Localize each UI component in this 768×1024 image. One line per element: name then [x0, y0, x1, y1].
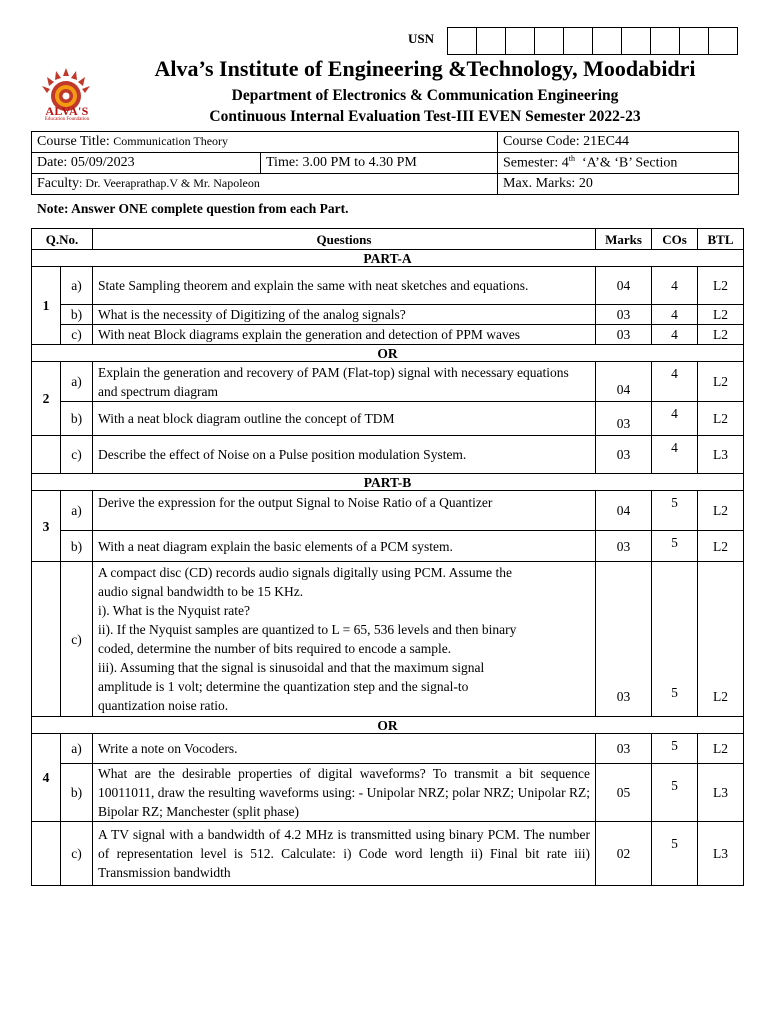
usn-box[interactable]	[709, 28, 737, 54]
q2a-label: a)	[61, 362, 93, 402]
q2a-btl: L2	[698, 362, 744, 402]
q3b-label: b)	[61, 531, 93, 562]
course-info-table	[31, 131, 739, 195]
q3c-marks: 03	[596, 562, 652, 717]
section-or-2: OR	[32, 717, 744, 734]
header-cos: COs	[652, 229, 698, 250]
q1a-marks: 04	[596, 267, 652, 305]
q1b-co: 4	[652, 305, 698, 325]
question-number-blank	[32, 822, 61, 886]
q4b-label: b)	[61, 764, 93, 822]
usn-box[interactable]	[506, 28, 535, 54]
header-btl: BTL	[698, 229, 744, 250]
semester-sup: th	[568, 154, 575, 164]
usn-box[interactable]	[622, 28, 651, 54]
q2c-text: Describe the effect of Noise on a Pulse position modulation System.	[93, 436, 596, 474]
course-code-cell: Course Code: 21EC44	[498, 132, 739, 153]
q4b-text: What are the desirable properties of digital waveforms? To transmit a bit sequence 10011011, draw the resulting waveforms using: - Unipolar NRZ; polar NRZ; Unipolar RZ; Bipolar RZ; Manchester (split phase)	[93, 764, 596, 822]
header-qno: Q.No.	[32, 229, 93, 250]
usn-boxes[interactable]	[447, 27, 738, 55]
usn-label: USN	[408, 31, 435, 46]
usn-box[interactable]	[593, 28, 622, 54]
note: Note: Answer ONE complete question from each Part.	[37, 201, 349, 216]
q3b-btl: L2	[698, 531, 744, 562]
question-number-blank	[32, 436, 61, 474]
q4b-btl: L3	[698, 764, 744, 822]
institute-title: Alva’s Institute of Engineering &Technology, Moodabidri	[154, 56, 696, 81]
question-number-2: 2	[32, 362, 61, 436]
q3c-line: audio signal bandwidth to be 15 KHz.	[98, 584, 304, 599]
usn-box[interactable]	[535, 28, 564, 54]
q4b-co: 5	[652, 764, 698, 822]
semester-prefix: Semester: 4	[503, 155, 569, 171]
time-cell: Time: 3.00 PM to 4.30 PM	[261, 153, 498, 174]
usn-box[interactable]	[564, 28, 593, 54]
q3b-text: With a neat diagram explain the basic elements of a PCM system.	[93, 531, 596, 562]
q3a-co: 5	[652, 491, 698, 531]
section-or-1: OR	[32, 345, 744, 362]
q3c-line: coded, determine the number of bits required to encode a sample.	[98, 641, 452, 656]
section-part-b: PART-B	[32, 474, 744, 491]
q3a-text: Derive the expression for the output Signal to Noise Ratio of a Quantizer	[93, 491, 596, 531]
semester-suffix: ‘A’& ‘B’ Section	[574, 155, 678, 171]
q1b-text: What is the necessity of Digitizing of the analog signals?	[93, 305, 596, 325]
q4c-text: A TV signal with a bandwidth of 4.2 MHz is transmitted using binary PCM. The number of representation level is 512. Calculate: i) Code word length ii) Final bit rate iii) Transmission bandwidth	[93, 822, 596, 886]
q4a-btl: L2	[698, 734, 744, 764]
q1a-co: 4	[652, 267, 698, 305]
q3a-btl: L2	[698, 491, 744, 531]
course-title-cell	[32, 132, 498, 153]
q3c-line: quantization noise ratio.	[98, 698, 229, 713]
course-title-label: Course Title:	[37, 134, 110, 149]
question-number-blank	[32, 562, 61, 717]
q3c-line: amplitude is 1 volt; determine the quantization step and the signal-to	[98, 679, 469, 694]
question-number-3: 3	[32, 491, 61, 562]
q1c-marks: 03	[596, 325, 652, 345]
q4c-co: 5	[652, 822, 698, 886]
q3c-btl: L2	[698, 562, 744, 717]
logo-subtext: Education Foundation	[44, 117, 90, 122]
q4b-marks: 05	[596, 764, 652, 822]
q1b-label: b)	[61, 305, 93, 325]
q1c-btl: L2	[698, 325, 744, 345]
q2a-co: 4	[652, 362, 698, 402]
q2c-co: 4	[652, 436, 698, 474]
questions-table	[31, 228, 744, 886]
q3b-marks: 03	[596, 531, 652, 562]
q2b-label: b)	[61, 402, 93, 436]
header-questions: Questions	[93, 229, 596, 250]
usn-box[interactable]	[651, 28, 680, 54]
q3c-line: A compact disc (CD) records audio signals digitally using PCM. Assume the	[98, 565, 512, 580]
q4a-co: 5	[652, 734, 698, 764]
faculty-value: : Dr. Veeraprathap.V & Mr. Napoleon	[79, 176, 260, 190]
q1c-label: c)	[61, 325, 93, 345]
q4a-text: Write a note on Vocoders.	[93, 734, 596, 764]
faculty-label: Faculty	[37, 176, 79, 191]
max-marks-cell: Max. Marks: 20	[498, 174, 739, 195]
logo-text: ALVA'S	[45, 104, 89, 118]
semester-cell	[498, 153, 739, 174]
q4c-marks: 02	[596, 822, 652, 886]
q4a-marks: 03	[596, 734, 652, 764]
q2c-label: c)	[61, 436, 93, 474]
q3c-line: iii). Assuming that the signal is sinusoidal and that the maximum signal	[98, 660, 485, 675]
q4c-btl: L3	[698, 822, 744, 886]
q3c-co: 5	[652, 562, 698, 717]
course-title-value: Communication Theory	[113, 134, 229, 148]
date-cell: Date: 05/09/2023	[32, 153, 261, 174]
q2a-marks: 04	[596, 362, 652, 402]
usn-box[interactable]	[477, 28, 506, 54]
question-number-1: 1	[32, 267, 61, 345]
q2b-marks: 03	[596, 402, 652, 436]
q1b-btl: L2	[698, 305, 744, 325]
q1c-text: With neat Block diagrams explain the generation and detection of PPM waves	[93, 325, 596, 345]
usn-box[interactable]	[680, 28, 709, 54]
faculty-cell	[32, 174, 498, 195]
q3c-line: ii). If the Nyquist samples are quantized to L = 65, 536 levels and then binary	[98, 622, 517, 637]
q1b-marks: 03	[596, 305, 652, 325]
q2c-btl: L3	[698, 436, 744, 474]
q1a-label: a)	[61, 267, 93, 305]
q2a-text: Explain the generation and recovery of PAM (Flat-top) signal with necessary equations and spectrum diagram	[93, 362, 596, 402]
q3a-label: a)	[61, 491, 93, 531]
q1c-co: 4	[652, 325, 698, 345]
q3a-marks: 04	[596, 491, 652, 531]
q4c-label: c)	[61, 822, 93, 886]
q2b-text: With a neat block diagram outline the concept of TDM	[93, 402, 596, 436]
section-part-a: PART-A	[32, 250, 744, 267]
q3c-label: c)	[61, 562, 93, 717]
q2b-co: 4	[652, 402, 698, 436]
header-marks: Marks	[596, 229, 652, 250]
department-title: Department of Electronics & Communication Engineering	[231, 87, 619, 104]
q4a-label: a)	[61, 734, 93, 764]
q1a-text: State Sampling theorem and explain the same with neat sketches and equations.	[93, 267, 596, 305]
q2c-marks: 03	[596, 436, 652, 474]
q3b-co: 5	[652, 531, 698, 562]
q2b-btl: L2	[698, 402, 744, 436]
usn-box[interactable]	[448, 28, 477, 54]
q1a-btl: L2	[698, 267, 744, 305]
q3c-line: i). What is the Nyquist rate?	[98, 603, 250, 618]
q3c-text	[93, 562, 596, 717]
question-number-4: 4	[32, 734, 61, 822]
test-title: Continuous Internal Evaluation Test-III EVEN Semester 2022-23	[209, 108, 641, 125]
